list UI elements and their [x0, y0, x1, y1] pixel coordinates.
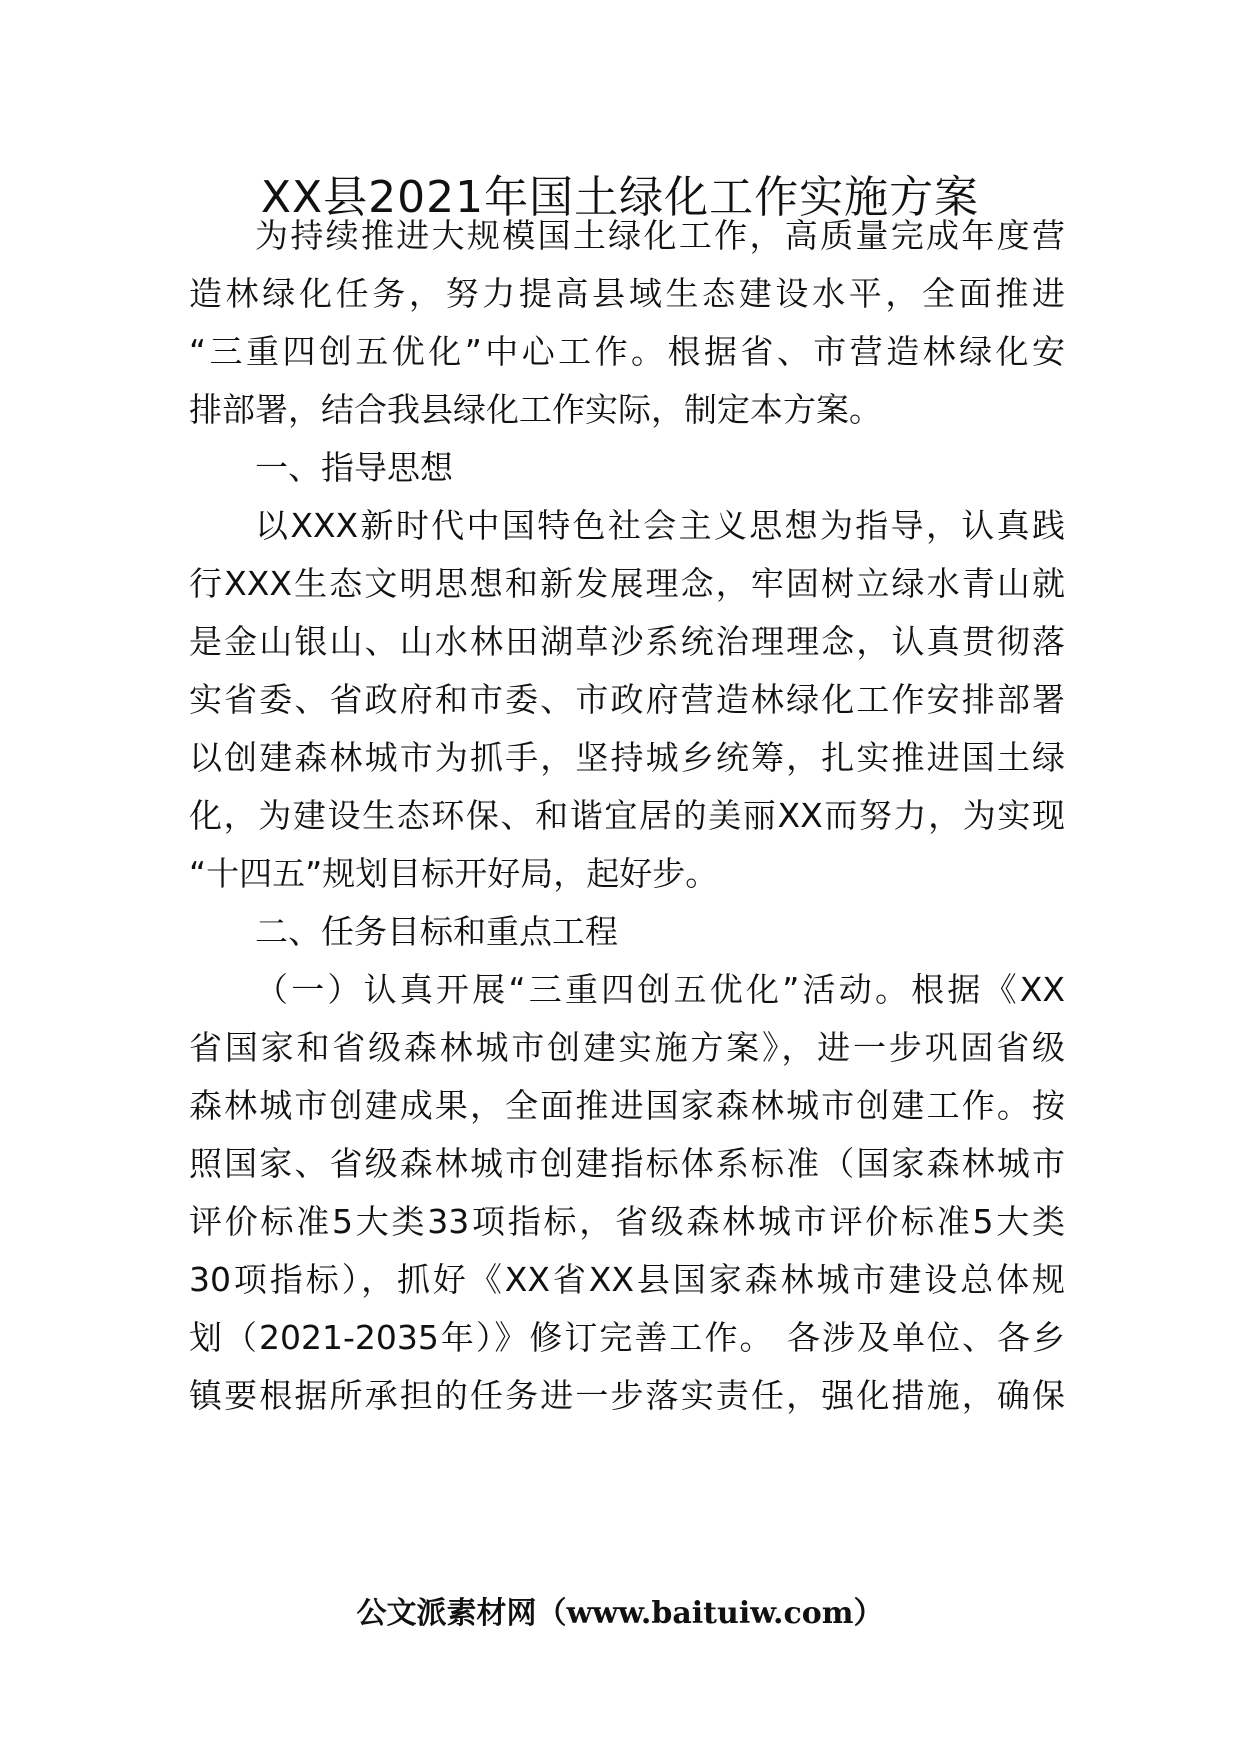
paragraph-line: 行XXX生态文明思想和新发展理念，牢固树立绿水青山就 [189, 564, 1065, 603]
paragraph-line: 划（2021-2035年）》修订完善工作。 各涉及单位、各乡 [189, 1318, 1065, 1357]
paragraph-line: 以创建森林城市为抓手，坚持城乡统筹，扎实推进国土绿 [189, 738, 1065, 777]
paragraph-line: 镇要根据所承担的任务进一步落实责任，强化措施，确保 [189, 1376, 1065, 1415]
paragraph-line: 为持续推进大规模国土绿化工作，高质量完成年度营 [255, 216, 1065, 255]
document-title: XX县2021年国土绿化工作实施方案 [260, 172, 980, 223]
section-heading: 一、指导思想 [255, 448, 453, 487]
paragraph-line: （一）认真开展“三重四创五优化”活动。根据《XX [255, 970, 1065, 1009]
section-heading: 二、任务目标和重点工程 [255, 912, 618, 951]
paragraph-line: 省国家和省级森林城市创建实施方案》，进一步巩固省级 [189, 1028, 1065, 1067]
paragraph-line: 实省委、省政府和市委、市政府营造林绿化工作安排部署 [189, 680, 1065, 719]
paragraph-line: 森林城市创建成果，全面推进国家森林城市创建工作。按 [189, 1086, 1065, 1125]
paragraph-line: 化，为建设生态环保、和谐宜居的美丽XX而努力，为实现 [189, 796, 1065, 835]
paragraph-line: 照国家、省级森林城市创建指标体系标准（国家森林城市 [189, 1144, 1065, 1183]
paragraph-line: 是金山银山、山水林田湖草沙系统治理理念，认真贯彻落 [189, 622, 1065, 661]
paragraph-line: 评价标准5大类33项指标，省级森林城市评价标准5大类 [189, 1202, 1065, 1241]
paragraph-line: “十四五”规划目标开好局，起好步。 [189, 854, 719, 893]
paragraph-line: 造林绿化任务，努力提高县域生态建设水平，全面推进 [189, 274, 1065, 313]
footer-watermark: 公文派素材网（www.baituiw.com） [356, 1596, 884, 1631]
paragraph-line: 30项指标），抓好《XX省XX县国家森林城市建设总体规 [189, 1260, 1065, 1299]
paragraph-line: 以XXX新时代中国特色社会主义思想为指导，认真践 [255, 506, 1065, 545]
paragraph-line: “三重四创五优化”中心工作。根据省、市营造林绿化安 [189, 332, 1065, 371]
paragraph-line: 排部署，结合我县绿化工作实际，制定本方案。 [189, 390, 882, 429]
